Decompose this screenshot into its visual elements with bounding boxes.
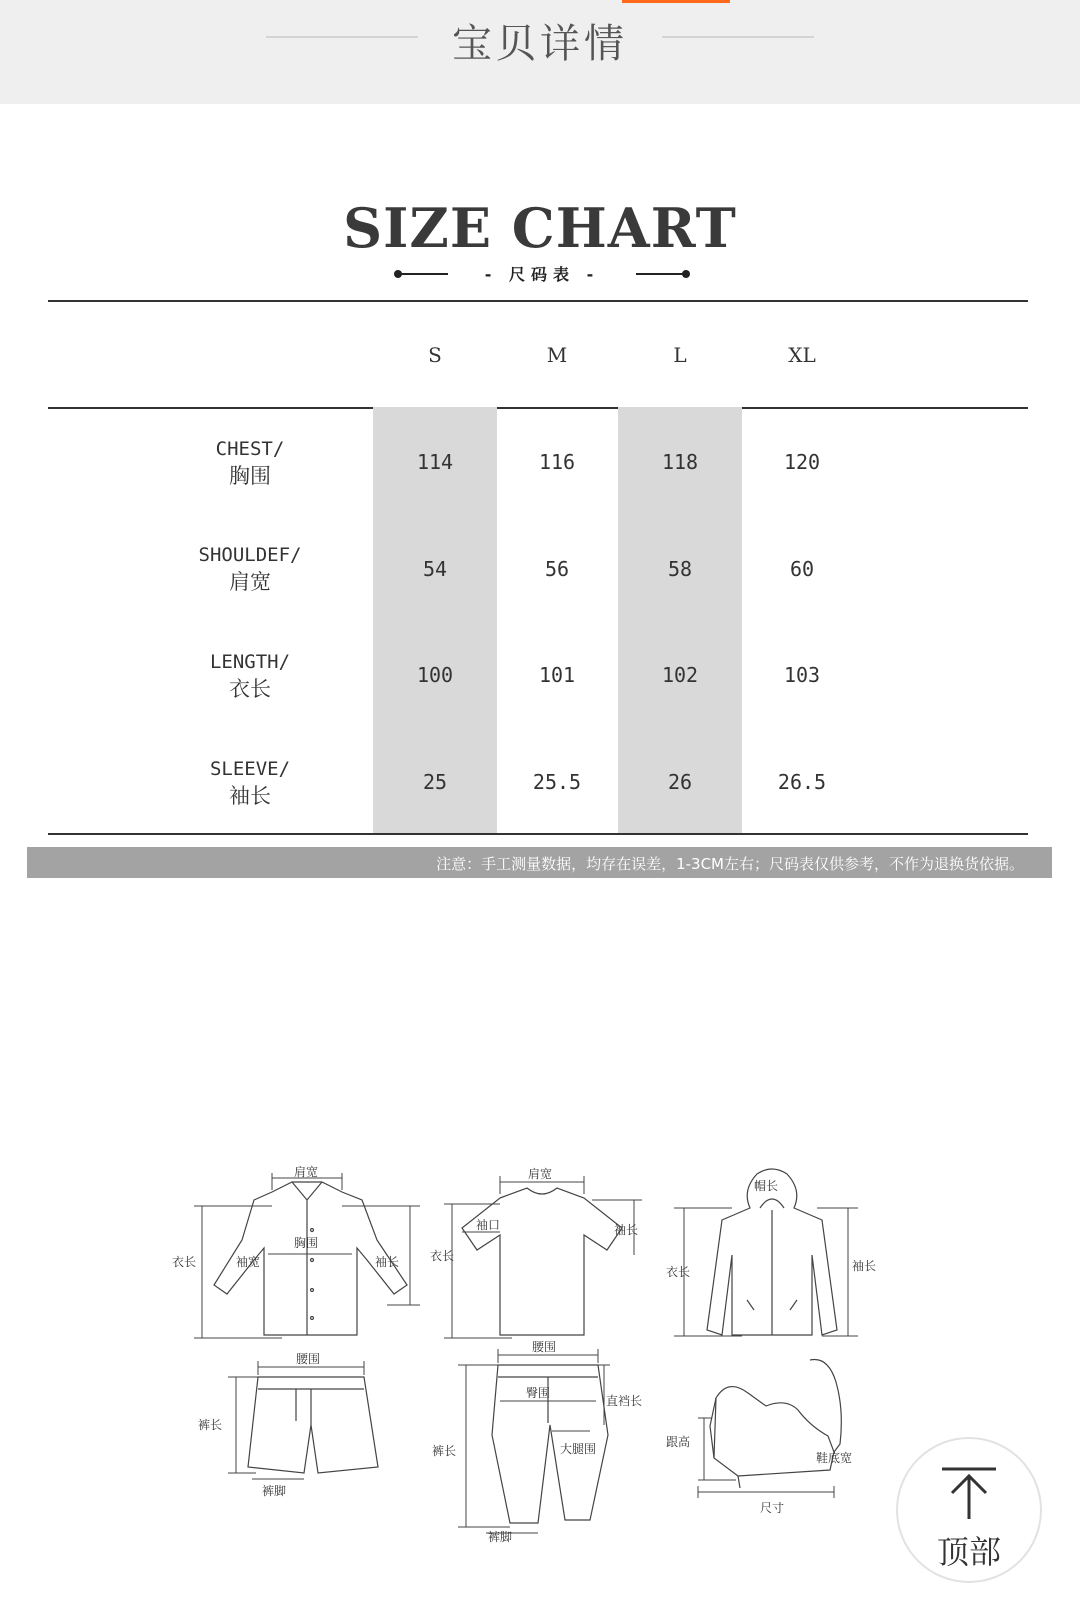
shirt-length-label: 衣长 <box>172 1255 197 1269</box>
shirt-chest-label: 胸围 <box>294 1236 319 1250</box>
shirt-sleeve-width-label: 袖宽 <box>236 1255 261 1269</box>
size-header-xl: XL <box>788 343 816 367</box>
table-cell: 103 <box>783 663 821 687</box>
table-cell: 101 <box>538 663 576 687</box>
row-label-length <box>160 649 340 703</box>
detail-header <box>0 0 1080 104</box>
back-to-top-button[interactable] <box>896 1437 1042 1583</box>
table-cell: 102 <box>661 663 699 687</box>
table-cell: 26.5 <box>777 770 827 794</box>
size-header-s: S <box>428 343 442 367</box>
ornament-line-right <box>636 273 684 275</box>
table-top-rule <box>48 300 1028 302</box>
table-cell: 54 <box>422 557 448 581</box>
trousers-hem-label: 裤脚 <box>488 1530 513 1544</box>
measurement-note: 注意：手工测量数据，均存在误差，1-3CM左右；尺码表仅供参考，不作为退换货依据。 <box>436 855 1024 873</box>
table-cell: 120 <box>783 450 821 474</box>
header-divider-right <box>662 36 814 38</box>
tshirt-sleeve-label: 袖长 <box>614 1223 639 1237</box>
table-cell: 114 <box>416 450 454 474</box>
table-cell: 60 <box>789 557 815 581</box>
tshirt-shoulder-label: 肩宽 <box>528 1167 553 1181</box>
trousers-length-label: 裤长 <box>432 1444 457 1458</box>
shoe-size-label: 尺寸 <box>760 1501 785 1515</box>
section-title: 宝贝详情 <box>452 21 628 67</box>
size-header-l: L <box>673 343 687 367</box>
measurement-note-bar <box>27 847 1052 878</box>
tshirt-diagram <box>430 1167 662 1350</box>
arrow-up-icon <box>938 1465 1000 1521</box>
tab-indicator <box>622 0 730 3</box>
hoodie-length-label: 衣长 <box>666 1265 691 1279</box>
tshirt-cuff-label: 袖口 <box>476 1218 501 1232</box>
row-label-en: LENGTH/ <box>209 651 291 673</box>
row-label-en: SLEEVE/ <box>209 758 291 780</box>
table-header-rule <box>48 407 1028 409</box>
row-label-cn: 肩宽 <box>229 570 271 594</box>
table-cell: 58 <box>667 557 693 581</box>
ornament-dot-right <box>682 270 690 278</box>
shirt-diagram <box>172 1165 442 1350</box>
back-to-top-label: 顶部 <box>936 1533 1001 1571</box>
shoe-heel-label: 跟高 <box>666 1435 691 1449</box>
shorts-waist-label: 腰围 <box>296 1352 321 1366</box>
shorts-length-label: 裤长 <box>198 1418 223 1432</box>
trousers-rise-label: 直裆长 <box>606 1394 643 1408</box>
shorts-hem-label: 裤脚 <box>262 1484 287 1498</box>
hoodie-sleeve-label: 袖长 <box>852 1259 877 1273</box>
row-label-sleeve <box>160 756 340 810</box>
row-label-cn: 袖长 <box>229 784 271 808</box>
shirt-sleeve-label: 袖长 <box>375 1255 400 1269</box>
trousers-thigh-label: 大腿围 <box>560 1442 597 1456</box>
table-cell: 56 <box>544 557 570 581</box>
hoodie-hat-label: 帽长 <box>754 1179 779 1193</box>
tshirt-length-label: 衣长 <box>430 1249 455 1263</box>
table-cell: 26 <box>667 770 693 794</box>
table-cell: 25 <box>422 770 448 794</box>
row-label-shoulder <box>160 542 340 596</box>
shirt-shoulder-label: 肩宽 <box>294 1165 319 1179</box>
trousers-waist-label: 腰围 <box>532 1340 557 1354</box>
table-cell: 100 <box>416 663 454 687</box>
table-bottom-rule <box>48 833 1028 835</box>
shorts-diagram <box>196 1352 406 1505</box>
size-header-m: M <box>546 343 568 367</box>
shoe-sole-label: 鞋底宽 <box>816 1451 853 1465</box>
table-cell: 116 <box>538 450 576 474</box>
shoe-diagram <box>666 1348 878 1518</box>
row-label-cn: 衣长 <box>229 677 271 701</box>
trousers-diagram <box>432 1340 670 1545</box>
size-chart-title: SIZE CHART <box>343 196 737 260</box>
hoodie-diagram <box>666 1160 882 1350</box>
size-chart-subtitle <box>392 262 692 286</box>
size-chart-subtitle-text: - 尺码表 - <box>484 265 600 284</box>
table-cell: 25.5 <box>532 770 582 794</box>
table-cell: 118 <box>661 450 699 474</box>
row-label-chest <box>160 436 340 490</box>
row-label-en: SHOULDEF/ <box>198 544 302 566</box>
ornament-line-left <box>400 273 448 275</box>
trousers-hip-label: 臀围 <box>526 1386 551 1400</box>
row-label-en: CHEST/ <box>215 438 285 460</box>
row-label-cn: 胸围 <box>229 464 271 488</box>
